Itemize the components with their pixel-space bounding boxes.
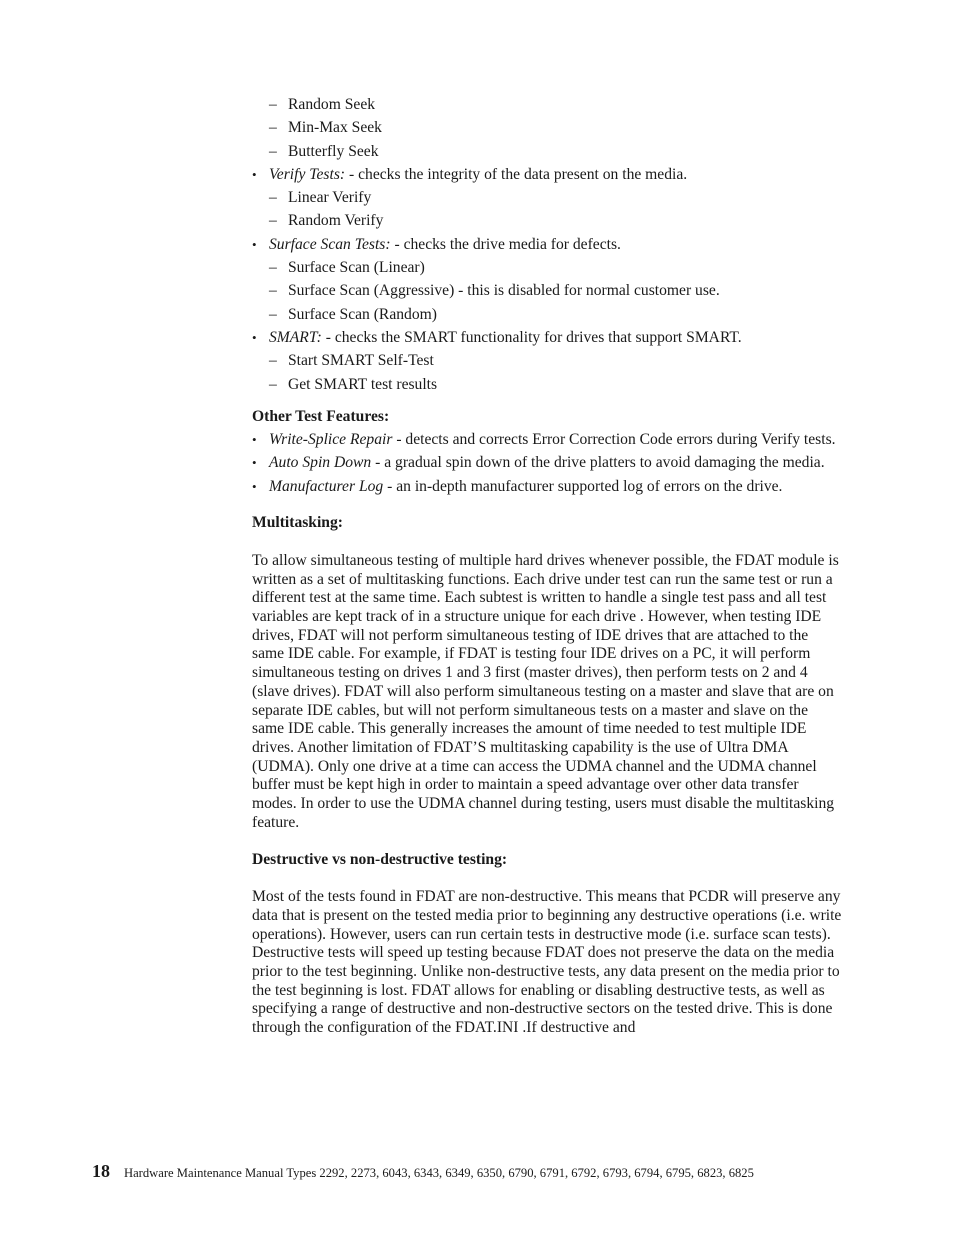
list-item-text: Surface Scan (Random) [288,305,437,323]
section-heading-multitasking: Multitasking: [252,514,343,532]
list-item-text: Start SMART Self-Test [288,352,434,370]
bullet-smart [252,329,842,348]
dash-mark: – [269,189,277,207]
term-description: - checks the drive media for defects. [390,235,621,253]
dash-mark: – [269,212,277,230]
bullet-mark: • [252,455,257,471]
page-number: 18 [92,1161,110,1181]
list-item-seek [252,96,842,115]
paragraph-multitasking: To allow simultaneous testing of multiple hard drives whenever possible, the FDAT module is written as a set of multitasking functions. Each drive under test can run the same test or run a different test at the same time. Each subtest is written to handle a single test pass and all test variables are kept track of in a structure unique for each drive . However, when testing IDE drives, FDAT will not perform simultaneous testing of IDE drives that are attached to the same IDE cable. For example, if FDAT is testing four IDE drives on a PC, it will perform simultaneous testing on drives 1 and 3 first (master drives), then perform tests on 2 and 4 (slave drives). FDAT will also perform simultaneous testing on a master and slave that are on separate IDE cables, but will not perform simultaneous tests on a master and slave on the same IDE cable. This generally increases the amount of time needed to test multiple IDE drives. Another limitation of FDAT’S multitasking capability is the use of Ultra DMA (UDMA). Only one drive at a time can access the UDMA channel and the UDMA channel buffer must be kept high in order to maintain a speed advantage over other data transfer modes. In order to use the UDMA channel during testing, users must disable the multitasking feature. [252,551,839,831]
list-item-verify [252,189,842,208]
list-item-smart [252,352,842,371]
bullet-mark: • [252,329,257,345]
list-item-text: Random Verify [288,212,384,230]
dash-mark: – [269,96,277,113]
bullet-mark: • [252,431,257,447]
footer-title: Hardware Maintenance Manual Types 2292, 2273, 6043, 6343, 6349, 6350, 6790, 6791, 6792, 6793, 6794, 6795, 6823, 6825 [124,1166,754,1180]
term-label: Write-Splice Repair [269,430,393,448]
term-label: SMART: [269,328,322,346]
list-item-text: Butterfly Seek [288,142,379,160]
list-item-surface [252,259,842,278]
dash-mark: – [269,282,277,300]
page-footer [92,1162,754,1183]
term-label: Verify Tests: [269,165,346,183]
list-item-seek [252,143,842,162]
section-heading-destructive: Destructive vs non-destructive testing: [252,850,508,868]
term-description: - an in-depth manufacturer supported log of errors on the drive. [383,477,783,495]
term-description: - detects and corrects Error Correction Code errors during Verify tests. [392,430,836,448]
term-label: Auto Spin Down [269,454,372,472]
list-item-seek [252,119,842,138]
page-content [252,96,842,1056]
section-heading-other-features: Other Test Features: [252,408,390,426]
bullet-auto-spin-down [252,454,842,473]
dash-mark: – [269,119,277,137]
bullet-verify-tests [252,166,842,185]
term-description: - a gradual spin down of the drive platters to avoid damaging the media. [371,454,825,472]
term-description: - checks the integrity of the data present on the media. [345,165,688,183]
list-item-text: Random Seek [288,96,376,113]
dash-mark: – [269,142,277,160]
list-item-surface [252,306,842,325]
list-item-text: Surface Scan (Aggressive) - this is disabled for normal customer use. [288,282,720,300]
term-description: - checks the SMART functionality for drives that support SMART. [321,328,742,346]
list-item-text: Get SMART test results [288,375,438,393]
list-item-text: Surface Scan (Linear) [288,259,425,277]
list-item-text: Min-Max Seek [288,119,382,137]
list-item-text: Linear Verify [288,189,372,207]
dash-mark: – [269,375,277,393]
bullet-surface-scan-tests [252,236,842,255]
term-label: Manufacturer Log [269,477,384,495]
list-item-verify [252,212,842,231]
bullet-manufacturer-log [252,478,842,497]
list-item-smart [252,376,842,395]
paragraph-destructive: Most of the tests found in FDAT are non-destructive. This means that PCDR will preserve any data that is present on the tested media prior to beginning any destructive operations (i.e. write operations). However, users can run certain tests in destructive mode (i.e. surface scan tests). Destructive tests will speed up testing because FDAT does not preserve the data on the media prior to the test beginning. Unlike non-destructive tests, any data present on the media prior to the test beginning is lost. FDAT allows for enabling or disabling destructive tests, as well as specifying a range of destructive and non-destructive sectors on the tested drive. This is done through the configuration of the FDAT.INI .If destructive and [252,888,842,1037]
bullet-mark: • [252,166,257,182]
dash-mark: – [269,305,277,323]
bullet-write-splice-repair [252,431,842,450]
dash-mark: – [269,352,277,370]
dash-mark: – [269,259,277,277]
term-label: Surface Scan Tests: [269,235,391,253]
list-item-surface [252,282,842,301]
bullet-mark: • [252,236,257,252]
bullet-mark: • [252,478,257,494]
